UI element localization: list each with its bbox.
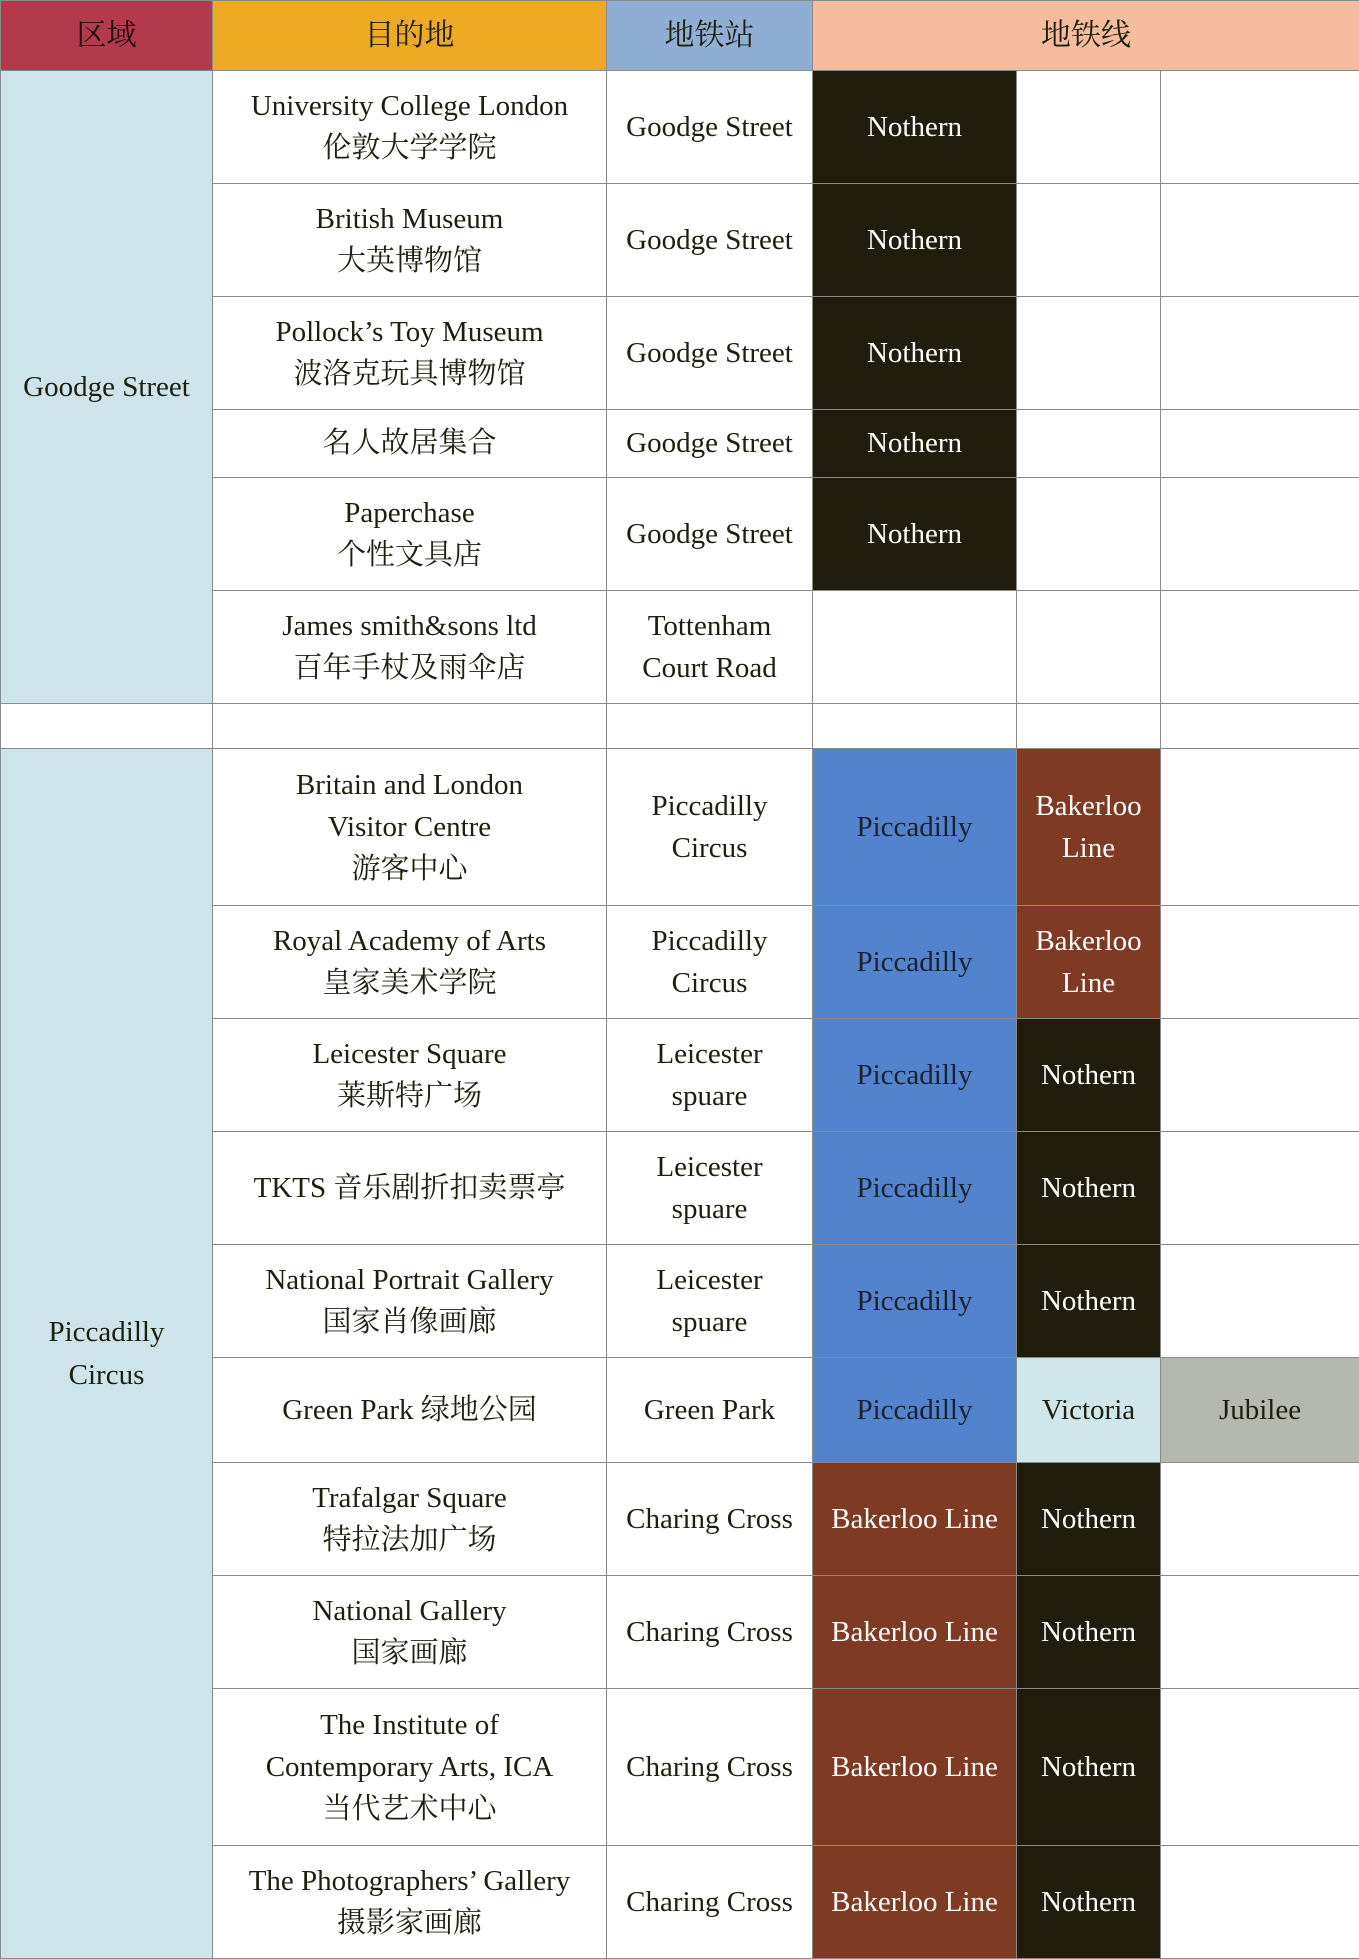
line-empty: [1017, 184, 1161, 297]
line-victoria: Victoria: [1017, 1358, 1161, 1463]
line-jubilee: Jubilee: [1161, 1358, 1359, 1463]
station-cell: Charing Cross: [607, 1846, 813, 1959]
line-bakerloo: Bakerloo Line: [813, 1689, 1017, 1846]
line-northern: Nothern: [1017, 1463, 1161, 1576]
station-cell: Tottenham Court Road: [607, 591, 813, 704]
line-empty: [1017, 591, 1161, 704]
spacer-cell: [607, 704, 813, 749]
header-lines: 地铁线: [813, 1, 1359, 71]
region-goodge-street: Goodge Street: [1, 71, 213, 704]
region-piccadilly-circus: Piccadilly Circus: [1, 749, 213, 1959]
line-empty: [1161, 591, 1359, 704]
table-row: [1, 749, 1359, 906]
line-piccadilly: Piccadilly: [813, 1245, 1017, 1358]
station-cell: Green Park: [607, 1358, 813, 1463]
line-northern: Nothern: [813, 184, 1017, 297]
destination-cell: British Museum 大英博物馆: [213, 184, 607, 297]
line-piccadilly: Piccadilly: [813, 1019, 1017, 1132]
header-station: 地铁站: [607, 1, 813, 71]
line-piccadilly: Piccadilly: [813, 1132, 1017, 1245]
line-bakerloo: Bakerloo Line: [1017, 749, 1161, 906]
line-empty: [1161, 184, 1359, 297]
destination-cell: The Institute of Contemporary Arts, ICA 当代艺术中心: [213, 1689, 607, 1846]
header-region: 区域: [1, 1, 213, 71]
station-cell: Charing Cross: [607, 1689, 813, 1846]
destination-cell: National Gallery 国家画廊: [213, 1576, 607, 1689]
line-northern: Nothern: [813, 71, 1017, 184]
destination-cell: Paperchase 个性文具店: [213, 478, 607, 591]
line-northern: Nothern: [1017, 1576, 1161, 1689]
line-empty: [1161, 71, 1359, 184]
spacer-cell: [1, 704, 213, 749]
station-cell: Leicester spuare: [607, 1019, 813, 1132]
spacer-cell: [1017, 704, 1161, 749]
line-northern: Nothern: [1017, 1132, 1161, 1245]
line-northern: Nothern: [813, 410, 1017, 478]
line-northern: Nothern: [1017, 1689, 1161, 1846]
spacer-row: [1, 704, 1359, 749]
line-empty: [1161, 478, 1359, 591]
station-cell: Charing Cross: [607, 1463, 813, 1576]
destination-cell: Britain and London Visitor Centre 游客中心: [213, 749, 607, 906]
destination-cell: TKTS 音乐剧折扣卖票亭: [213, 1132, 607, 1245]
station-cell: Piccadilly Circus: [607, 749, 813, 906]
header-row: [1, 1, 1359, 71]
station-cell: Goodge Street: [607, 184, 813, 297]
destination-cell: James smith&sons ltd 百年手杖及雨伞店: [213, 591, 607, 704]
line-empty: [1161, 1245, 1359, 1358]
station-cell: Goodge Street: [607, 478, 813, 591]
line-northern: Nothern: [1017, 1019, 1161, 1132]
line-empty: [1017, 297, 1161, 410]
destination-cell: Royal Academy of Arts 皇家美术学院: [213, 906, 607, 1019]
line-bakerloo: Bakerloo Line: [813, 1576, 1017, 1689]
line-bakerloo: Bakerloo Line: [813, 1463, 1017, 1576]
line-piccadilly: Piccadilly: [813, 1358, 1017, 1463]
destination-cell: 名人故居集合: [213, 410, 607, 478]
spacer-cell: [1161, 704, 1359, 749]
station-cell: Leicester spuare: [607, 1245, 813, 1358]
destination-cell: The Photographers’ Gallery 摄影家画廊: [213, 1846, 607, 1959]
line-empty: [813, 591, 1017, 704]
line-empty: [1017, 478, 1161, 591]
station-cell: Charing Cross: [607, 1576, 813, 1689]
station-cell: Leicester spuare: [607, 1132, 813, 1245]
destination-cell: Leicester Square 莱斯特广场: [213, 1019, 607, 1132]
line-bakerloo: Bakerloo Line: [1017, 906, 1161, 1019]
line-empty: [1017, 410, 1161, 478]
line-piccadilly: Piccadilly: [813, 749, 1017, 906]
destination-cell: National Portrait Gallery 国家肖像画廊: [213, 1245, 607, 1358]
header-destination: 目的地: [213, 1, 607, 71]
line-empty: [1161, 1019, 1359, 1132]
line-empty: [1161, 1576, 1359, 1689]
line-northern: Nothern: [1017, 1846, 1161, 1959]
table-row: [1, 71, 1359, 184]
line-empty: [1161, 410, 1359, 478]
line-empty: [1161, 1463, 1359, 1576]
station-cell: Piccadilly Circus: [607, 906, 813, 1019]
station-cell: Goodge Street: [607, 71, 813, 184]
line-northern: Nothern: [1017, 1245, 1161, 1358]
line-northern: Nothern: [813, 478, 1017, 591]
line-empty: [1161, 297, 1359, 410]
line-empty: [1161, 749, 1359, 906]
line-northern: Nothern: [813, 297, 1017, 410]
destination-cell: Trafalgar Square 特拉法加广场: [213, 1463, 607, 1576]
spacer-cell: [813, 704, 1017, 749]
line-empty: [1161, 1689, 1359, 1846]
line-piccadilly: Piccadilly: [813, 906, 1017, 1019]
station-cell: Goodge Street: [607, 297, 813, 410]
line-bakerloo: Bakerloo Line: [813, 1846, 1017, 1959]
line-empty: [1161, 1132, 1359, 1245]
line-empty: [1161, 906, 1359, 1019]
line-empty: [1161, 1846, 1359, 1959]
spacer-cell: [213, 704, 607, 749]
destination-cell: Green Park 绿地公园: [213, 1358, 607, 1463]
destination-cell: University College London 伦敦大学学院: [213, 71, 607, 184]
station-cell: Goodge Street: [607, 410, 813, 478]
line-empty: [1017, 71, 1161, 184]
destination-cell: Pollock’s Toy Museum 波洛克玩具博物馆: [213, 297, 607, 410]
